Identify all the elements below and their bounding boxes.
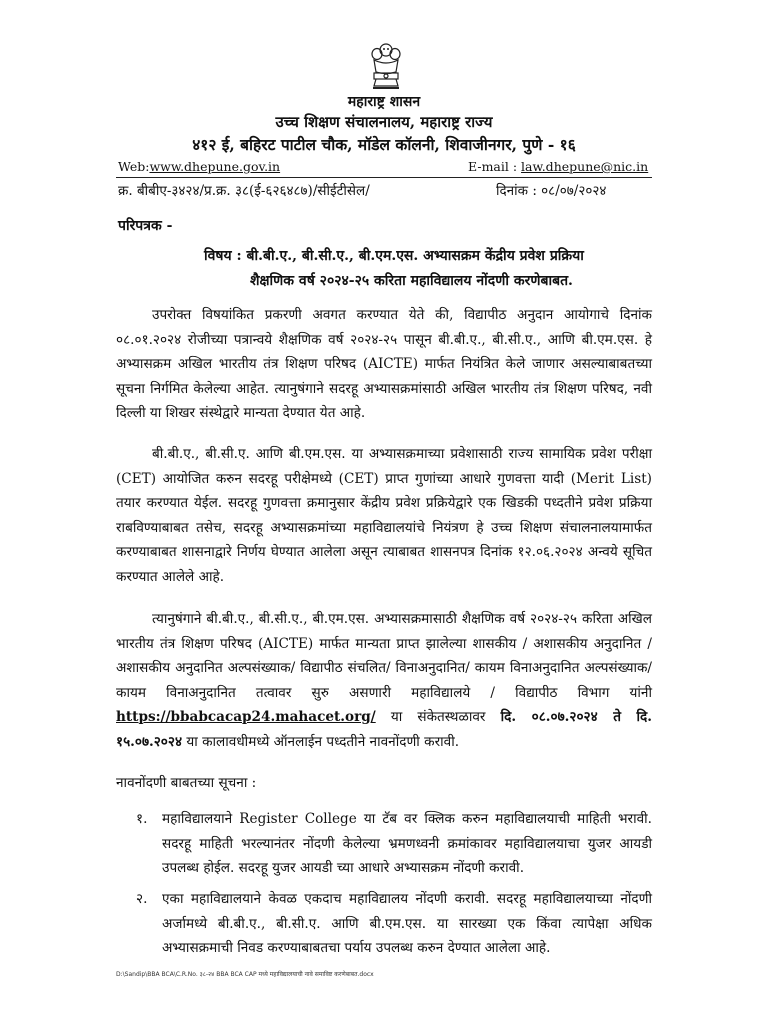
- paragraph-3-text-a: त्यानुषंगाने बी.बी.ए., बी.सी.ए., बी.एम.एस. अभ्यासक्रमासाठी शैक्षणिक वर्ष २०२४-२५ करिता अखिल भारतीय तंत्र शिक्षण परिषद (AICTE) मार्फत मान्यता प्राप्त झालेल्या शासकीय / अशासकीय अनुदानित / अशासकीय अनुदानित अल्पसंख्याक/ विद्यापीठ संचलित/ विनाअनुदानित/ कायम विनाअनुदानित अल्पसंख्याक/ कायम विनाअनुदानित तत्वावर सुरु असणारी महाविद्यालये / विद्यापीठ विभाग यांनी: [116, 611, 652, 701]
- website-link[interactable]: www.dhepune.gov.in: [149, 159, 281, 174]
- paragraph-3-text-c: या कालावधीमध्ये ऑनलाईन पध्दतीने नावनोंदणी करावी.: [182, 733, 460, 750]
- list-item-number: १.: [136, 811, 148, 827]
- website-line: [118, 159, 280, 174]
- directorate-title: उच्च शिक्षण संचालनालय, महाराष्ट्र राज्य: [275, 113, 493, 131]
- body-paragraph-3: [116, 607, 652, 754]
- national-emblem-icon: [368, 40, 404, 92]
- header-divider: [116, 177, 652, 178]
- body-paragraph-2: बी.बी.ए., बी.सी.ए. आणि बी.एम.एस. या अभ्यासक्रमाच्या प्रवेशासाठी राज्य सामायिक प्रवेश परीक्षा (CET) आयोजित करुन सदरहू परीक्षेमध्ये (CET) प्राप्त गुणांच्या आधारे गुणवत्ता यादी (Merit List) तयार करण्यात येईल. सदरहू गुणवत्ता क्रमानुसार केंद्रीय प्रवेश प्रक्रियेद्वारे एक खिडकी पध्दतीने प्रवेश प्रक्रिया राबविण्याबाबत तसेच, सदरहू अभ्यासक्रमांच्या महाविद्यालयांचे नियंत्रण हे उच्च शिक्षण संचालनालयामार्फत करण्याबाबत शासनाद्वारे निर्णय घेण्यात आलेला असून त्याबाबत शासनपत्र दिनांक १२.०६.२०२४ अन्वये सूचित करण्यात आलेले आहे.: [116, 446, 652, 585]
- government-title: महाराष्ट्र शासन: [347, 94, 421, 110]
- office-address: ४१२ ई, बहिरट पाटील चौक, मॉडेल कॉलनी, शिवाजीनगर, पुणे - १६: [192, 135, 576, 154]
- circular-label: परिपत्रक -: [118, 218, 173, 234]
- reference-number: क्र. बीबीए-३४२४/प्र.क्र. ३८(ई-६२६४८७)/सीईटीसेल/: [118, 183, 370, 199]
- registration-dates: दि. ०८.०७.२०२४ ते दि. १५.०७.२०२४: [116, 709, 653, 750]
- subject-line-2: शैक्षणिक वर्ष २०२४-२५ करिता महाविद्यालय नोंदणी करणेबाबत.: [250, 273, 573, 289]
- subject-line-1: विषय : बी.बी.ए., बी.सी.ए., बी.एम.एस. अभ्यासक्रम केंद्रीय प्रवेश प्रक्रिया: [204, 248, 584, 264]
- body-paragraph-1: उपरोक्त विषयांकित प्रकरणी अवगत करण्यात येते की, विद्यापीठ अनुदान आयोगाचे दिनांक ०८.०१.२०२४ रोजीच्या पत्रान्वये शैक्षणिक वर्ष २०२४-२५ पासून बी.बी.ए., बी.सी.ए., आणि बी.एम.एस. हे अभ्यासक्रम अखिल भारतीय तंत्र शिक्षण परिषद (AICTE) मार्फत नियंत्रित केले जाणार असल्याबाबतच्या सूचना निर्गमित केलेल्या आहेत. त्यानुषंगाने सदरहू अभ्यासक्रमांसाठी अखिल भारतीय तंत्र शिक्षण परिषद, नवी दिल्ली या शिखर संस्थेद्वारे मान्यता देण्यात येत आहे.: [116, 307, 652, 421]
- file-path-footer: D:\Sandip\BBA BCA\C.R.No. ३८-२४ BBA BCA CAP मध्ये महाविद्यालयाची नावे समाविष्ट करणेबाबत.docx: [116, 971, 374, 978]
- notes-heading: नावनोंदणी बाबतच्या सूचना :: [116, 775, 257, 791]
- list-item-text: महाविद्यालयाने Register College या टॅब वर क्लिक करुन महाविद्यालयाची माहिती भरावी. सदरहू माहिती भरल्यानंतर नोंदणी केलेल्या भ्रमणध्वनी क्रमांकावर महाविद्यालयाचा युजर आयडी उपलब्ध होईल. सदरहू युजर आयडी च्या आधारे अभ्यासक्रम नोंदणी करावी.: [162, 811, 652, 876]
- website-label: Web:: [118, 159, 150, 174]
- list-item-text: एका महाविद्यालयाने केवळ एकदाच महाविद्यालय नोंदणी करावी. सदरहू महाविद्यालयाच्या नोंदणी अर्जामध्ये बी.बी.ए., बी.सी.ए. आणि बी.एम.एस. या सारख्या एक किंवा त्यापेक्षा अधिक अभ्यासक्रमाची निवड करण्याबाबतचा पर्याय उपलब्ध करुन देण्यात आलेला आहे.: [162, 891, 652, 956]
- email-line: [468, 159, 648, 174]
- paragraph-3-text-b: या संकेतस्थळावर: [375, 709, 501, 725]
- email-label: E-mail :: [468, 159, 522, 174]
- list-item-number: २.: [136, 891, 148, 907]
- registration-website-link[interactable]: https://bbabcacap24.mahacet.org/: [116, 709, 376, 725]
- email-link[interactable]: law.dhepune@nic.in: [521, 159, 649, 174]
- reference-date: दिनांक : ०८/०७/२०२४: [496, 183, 607, 199]
